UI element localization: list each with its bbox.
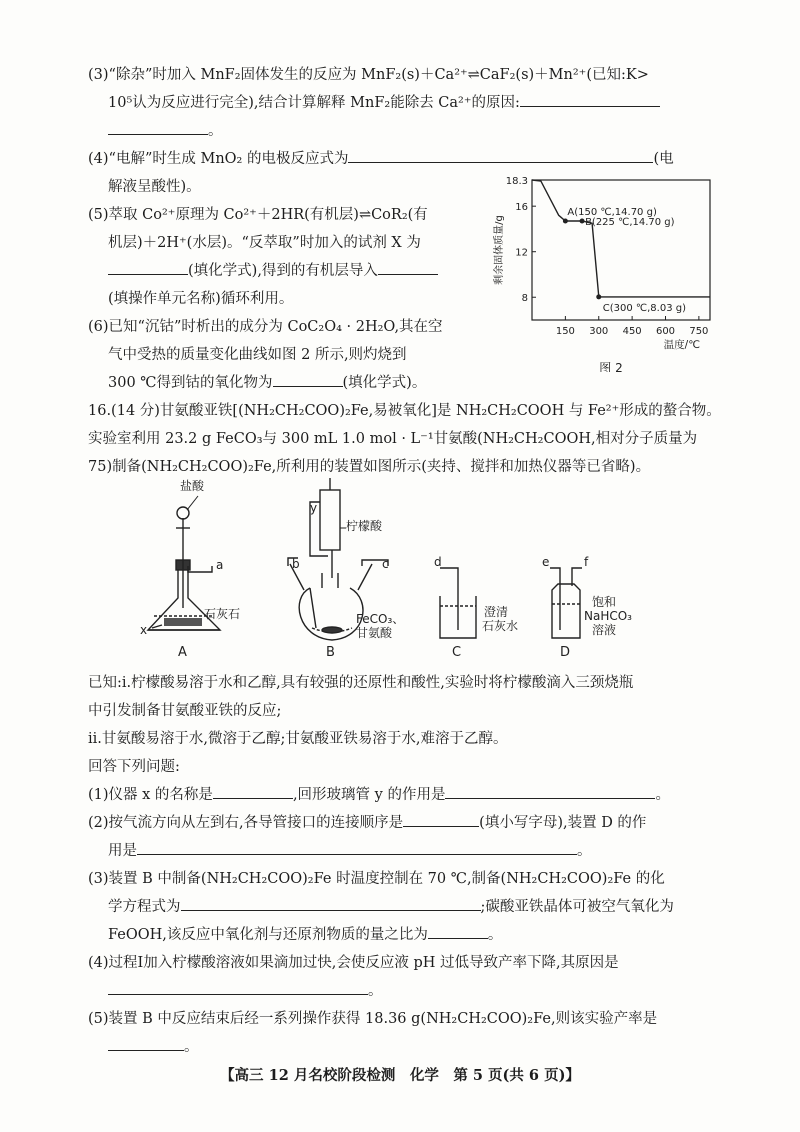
qq3-text-c: ;碳酸亚铁晶体可被空气氧化为	[480, 899, 674, 915]
qq2-text-c: 用是	[108, 843, 137, 859]
q4-text-tail: (电	[653, 151, 674, 167]
b-port-b-label: b	[292, 557, 300, 571]
qq1-line	[88, 784, 670, 806]
qq3-line2	[108, 896, 674, 918]
q3-answer-blank-a[interactable]	[520, 92, 660, 107]
qq3-text-d: FeOOH,该反应中氧化剂与还原剂物质的量之比为	[108, 927, 428, 943]
c-liquid-label-2: 石灰水	[482, 619, 519, 633]
c-liquid-label-1: 澄清	[484, 605, 509, 619]
qq5-line2	[108, 1036, 199, 1058]
x-tick-label: 750	[689, 326, 709, 337]
qq2-answer-blank-a[interactable]	[403, 812, 479, 827]
q6-line1: (6)已知“沉钴”时析出的成分为 CoC₂O₄ · 2H₂O,其在空	[88, 319, 443, 335]
x-tick-label: 450	[622, 326, 642, 337]
page-footer: 【高三 12 月名校阶段检测 化学 第 5 页(共 6 页)】	[220, 1067, 580, 1084]
qq3-answer-blank-b[interactable]	[428, 924, 488, 939]
a-acid-label: 盐酸	[180, 479, 205, 493]
q6-line3	[108, 372, 426, 394]
q4-line2: 解液呈酸性)。	[108, 179, 201, 195]
d-liquid-label-2: NaHCO₃	[584, 609, 632, 623]
qq2-answer-blank-b[interactable]	[137, 840, 577, 855]
qq3-answer-blank-a[interactable]	[181, 896, 481, 911]
y-axis-label: 剩余固体质量/g	[494, 215, 505, 285]
d-name: D	[560, 645, 571, 660]
known-line1: 已知:ⅰ.柠檬酸易溶于水和乙醇,具有较强的还原性和酸性,实验时将柠檬酸滴入三颈烧瓶	[88, 675, 634, 691]
b-solid-label-1: FeCO₃、	[356, 612, 405, 626]
q4-line1	[88, 148, 674, 170]
q6-line2: 气中受热的质量变化曲线如图 2 所示,则灼烧到	[108, 347, 407, 363]
qq4-line2	[108, 980, 383, 1002]
q5-text: (填化学式),得到的有机层导入	[188, 263, 378, 279]
qq2-text-d: 。	[577, 843, 592, 859]
q3-end: 。	[208, 123, 223, 139]
y-tick-label: 8	[521, 293, 528, 305]
q3-line3	[108, 120, 223, 142]
qq2-line1	[88, 812, 646, 834]
q5-line3	[108, 260, 438, 282]
b-y-label: y	[310, 501, 318, 515]
point-C	[596, 294, 601, 299]
qq5-end: 。	[184, 1039, 199, 1055]
apparatus-c	[440, 568, 476, 638]
qq2-line2	[108, 840, 592, 862]
qq2-text-a: (2)按气流方向从左到右,各导管接口的连接顺序是	[88, 815, 404, 831]
figure-2-chart	[490, 172, 720, 372]
b-port-c-label: c	[382, 557, 389, 571]
qq3-line3	[108, 924, 502, 946]
point-B	[580, 218, 585, 223]
q6-text-tail: (填化学式)。	[342, 375, 427, 391]
q16-line3: 75)制备(NH₂CH₂COO)₂Fe,所利用的装置如图所示(夹持、搅拌和加热仪器等已省略)。	[88, 459, 651, 475]
qq1-text-b: ,回形玻璃管 y 的作用是	[292, 787, 446, 803]
d-liquid-label-1: 饱和	[592, 595, 617, 609]
a-port-label: a	[216, 558, 224, 572]
c-port-label: d	[434, 555, 442, 569]
qq5-answer-blank[interactable]	[108, 1036, 184, 1051]
d-port-f-label: f	[584, 555, 589, 569]
q16-line2: 实验室利用 23.2 g FeCO₃与 300 mL 1.0 mol · L⁻¹甘氨酸(NH₂CH₂COOH,相对分子质量为	[88, 431, 698, 447]
qq3-text-e: 。	[487, 927, 503, 943]
known-line2: 中引发制备甘氨酸亚铁的反应;	[88, 703, 282, 719]
qq3-line1: (3)装置 B 中制备(NH₂CH₂COO)₂Fe 时温度控制在 70 ℃,制备(NH₂CH₂COO)₂Fe 的化	[88, 871, 665, 887]
q6-text: 300 ℃得到钴的氧化物为	[108, 375, 273, 391]
q3-answer-blank-b[interactable]	[108, 120, 208, 135]
qq4-end: 。	[368, 983, 383, 999]
q4-text: (4)“电解”时生成 MnO₂ 的电极反应式为	[88, 151, 349, 167]
a-stone-label: 石灰石	[204, 607, 241, 621]
point-label-B: B(225 ℃,14.70 g)	[585, 216, 675, 228]
q3-text: 10⁵认为反应进行完全),结合计算解释 MnF₂能除去 Ca²⁺的原因:	[108, 95, 520, 111]
point-label-A: A(150 ℃,14.70 g)	[567, 206, 657, 218]
q5-line4: (填操作单元名称)循环利用。	[108, 291, 294, 307]
qq4-answer-blank[interactable]	[108, 980, 368, 995]
q4-answer-blank[interactable]	[348, 148, 653, 163]
b-name: B	[326, 645, 335, 660]
known-line3: ⅱ.甘氨酸易溶于水,微溶于乙醇;甘氨酸亚铁易溶于水,难溶于乙醇。	[88, 731, 508, 747]
chart-plot-frame	[532, 180, 710, 320]
y-tick-label: 12	[515, 247, 528, 259]
q3-line1: (3)“除杂”时加入 MnF₂固体发生的反应为 MnF₂(s)＋Ca²⁺⇌CaF₂(s)＋Mn²⁺(已知:K>	[88, 67, 649, 83]
x-axis-label: 温度/℃	[663, 339, 700, 351]
qq1-answer-blank-a[interactable]	[213, 784, 293, 799]
d-liquid-label-3: 溶液	[592, 623, 617, 637]
qq4-line1: (4)过程Ⅰ加入柠檬酸溶液如果滴加过快,会使反应液 pH 过低导致产率下降,其原因是	[88, 955, 619, 971]
q16-line1: 16.(14 分)甘氨酸亚铁[(NH₂CH₂COO)₂Fe,易被氧化]是 NH₂CH₂COOH 与 Fe²⁺形成的螯合物。	[88, 403, 721, 419]
q5-answer-blank-b[interactable]	[378, 260, 438, 275]
qq1-answer-blank-b[interactable]	[445, 784, 655, 799]
qq1-text-c: 。	[655, 787, 670, 803]
b-solid-label-2: 甘氨酸	[356, 626, 393, 640]
qq5-line1: (5)装置 B 中反应结束后经一系列操作获得 18.36 g(NH₂CH₂COO)₂Fe,则该实验产率是	[88, 1011, 658, 1027]
x-tick-label: 150	[555, 326, 575, 337]
point-A	[563, 218, 568, 223]
d-port-e-label: e	[542, 555, 550, 569]
y-tick-label: 16	[515, 202, 528, 214]
b-acid-label: 柠檬酸	[346, 519, 383, 533]
apparatus-d	[550, 568, 582, 638]
q5-line2: 机层)＋2H⁺(水层)。“反萃取”时加入的试剂 X 为	[108, 235, 421, 251]
apparatus-figure	[140, 478, 660, 660]
a-x-label: x	[140, 623, 148, 637]
c-name: C	[452, 645, 462, 660]
chart-caption: 图 2	[599, 361, 623, 372]
a-name: A	[178, 645, 187, 660]
qq1-text-a: (1)仪器 x 的名称是	[88, 787, 213, 803]
answer-prompt: 回答下列问题:	[88, 759, 180, 775]
point-label-C: C(300 ℃,8.03 g)	[602, 302, 687, 314]
qq2-text-b: (填小写字母),装置 D 的作	[479, 815, 647, 831]
q5-answer-blank-a[interactable]	[108, 260, 188, 275]
y-tick-label: 18.3	[505, 176, 528, 187]
qq3-text-b: 学方程式为	[108, 899, 181, 915]
q5-line1: (5)萃取 Co²⁺原理为 Co²⁺＋2HR(有机层)⇌CoR₂(有	[88, 207, 428, 223]
x-tick-label: 300	[589, 326, 609, 337]
mass-curve	[532, 180, 710, 297]
q3-line2	[108, 92, 660, 114]
q6-answer-blank[interactable]	[273, 372, 343, 387]
x-tick-label: 600	[655, 326, 676, 337]
